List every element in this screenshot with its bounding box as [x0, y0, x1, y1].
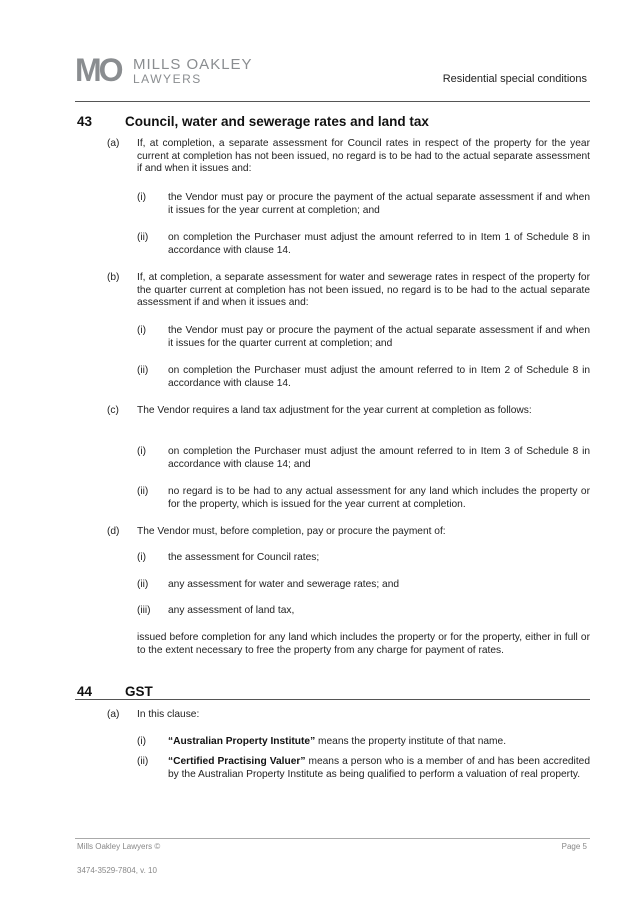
clause-43a-ii-text: on completion the Purchaser must adjust the amount referred to in Item 1 of Schedule 8 in accordance with clause 14. [168, 232, 590, 256]
clause-43c-text: The Vendor requires a land tax adjustment for the year current at completion as follows: [137, 405, 532, 416]
clause-43a-text: If, at completion, a separate assessment for Council rates in respect of the property for the year current at completion has not been issued, no regard is to be had to the actual separate assessment if and when it issues and: [137, 138, 590, 175]
clause-44a-text: In this clause: [137, 709, 200, 720]
clause-43b-label: (b) [107, 272, 120, 283]
clause-44a-i-label: (i) [137, 736, 147, 747]
clause-43a-i-text: the Vendor must pay or procure the payment of the actual separate assessment if and when it issues for the year current at completion; and [168, 192, 590, 216]
definition-certified-practising-valuer [168, 756, 590, 781]
clause-43c-label: (c) [107, 405, 119, 416]
clause-43d-iii-label: (iii) [137, 605, 151, 616]
clause-43a-ii-label: (ii) [137, 232, 149, 243]
clause-43c-ii-text: no regard is to be had to any actual assessment for any land which includes the property or for the property, which is issued for the year current at completion. [168, 486, 590, 510]
clause-number: 43 [77, 114, 93, 129]
document-title: Residential special conditions [442, 73, 587, 85]
clause-43a-i-label: (i) [137, 192, 147, 203]
clause-43b-i-label: (i) [137, 325, 147, 336]
section-divider [75, 699, 590, 700]
clause-44a-label: (a) [107, 709, 120, 720]
clause-43b-ii-label: (ii) [137, 365, 149, 376]
defined-term: “Certified Practising Valuer” [168, 756, 306, 767]
clause-43d-i-label: (i) [137, 552, 147, 563]
logo-mark: MO [75, 52, 121, 88]
definition-text: means a person who is a member of and has been accredited by the Australian Property Institute as being qualified to perform a valuation of real property. [168, 756, 590, 780]
clause-43d-ii-text: any assessment for water and sewerage rates; and [168, 579, 400, 590]
logo-firm-type: LAWYERS [133, 72, 202, 86]
clause-43c-i-text: on completion the Purchaser must adjust the amount referred to in Item 3 of Schedule 8 in accordance with clause 14; and [168, 446, 590, 470]
clause-43d-i-text: the assessment for Council rates; [168, 552, 320, 563]
footer-firm: Mills Oakley Lawyers © [77, 842, 161, 851]
footer-doc-ref: 3474-3529-7804, v. 10 [77, 866, 157, 875]
clause-43c-ii-label: (ii) [137, 486, 149, 497]
clause-title: GST [125, 684, 153, 699]
definition-text: means the property institute of that name. [315, 736, 507, 747]
clause-43d-text: The Vendor must, before completion, pay or procure the payment of: [137, 526, 446, 537]
clause-43a-label: (a) [107, 138, 120, 149]
footer-page-number: Page 5 [561, 842, 587, 851]
logo-firm-name: MILLS OAKLEY [133, 56, 253, 73]
clause-43d-tail-text: issued before completion for any land which includes the property or for the property, either in full or to the extent necessary to free the property from any charge for payment of rates. [137, 632, 590, 656]
defined-term: “Australian Property Institute” [168, 736, 316, 747]
clause-43d-ii-label: (ii) [137, 579, 149, 590]
header-divider [75, 101, 590, 102]
footer-divider [75, 838, 590, 839]
clause-number: 44 [77, 684, 93, 699]
clause-43d-iii-text: any assessment of land tax, [168, 605, 295, 616]
clause-43d-label: (d) [107, 526, 120, 537]
clause-43c-i-label: (i) [137, 446, 147, 457]
clause-43b-i-text: the Vendor must pay or procure the payment of the actual separate assessment if and when it issues for the quarter current at completion; and [168, 325, 590, 349]
clause-43b-ii-text: on completion the Purchaser must adjust the amount referred to in Item 2 of Schedule 8 in accordance with clause 14. [168, 365, 590, 389]
clause-44a-ii-label: (ii) [137, 756, 149, 767]
definition-australian-property-institute [168, 736, 590, 749]
clause-43b-text: If, at completion, a separate assessment for water and sewerage rates in respect of the property for the quarter current at completion has not been issued, no regard is to be had to the actual separate assessment if and when it issues and: [137, 272, 590, 309]
clause-title: Council, water and sewerage rates and land tax [125, 114, 429, 129]
